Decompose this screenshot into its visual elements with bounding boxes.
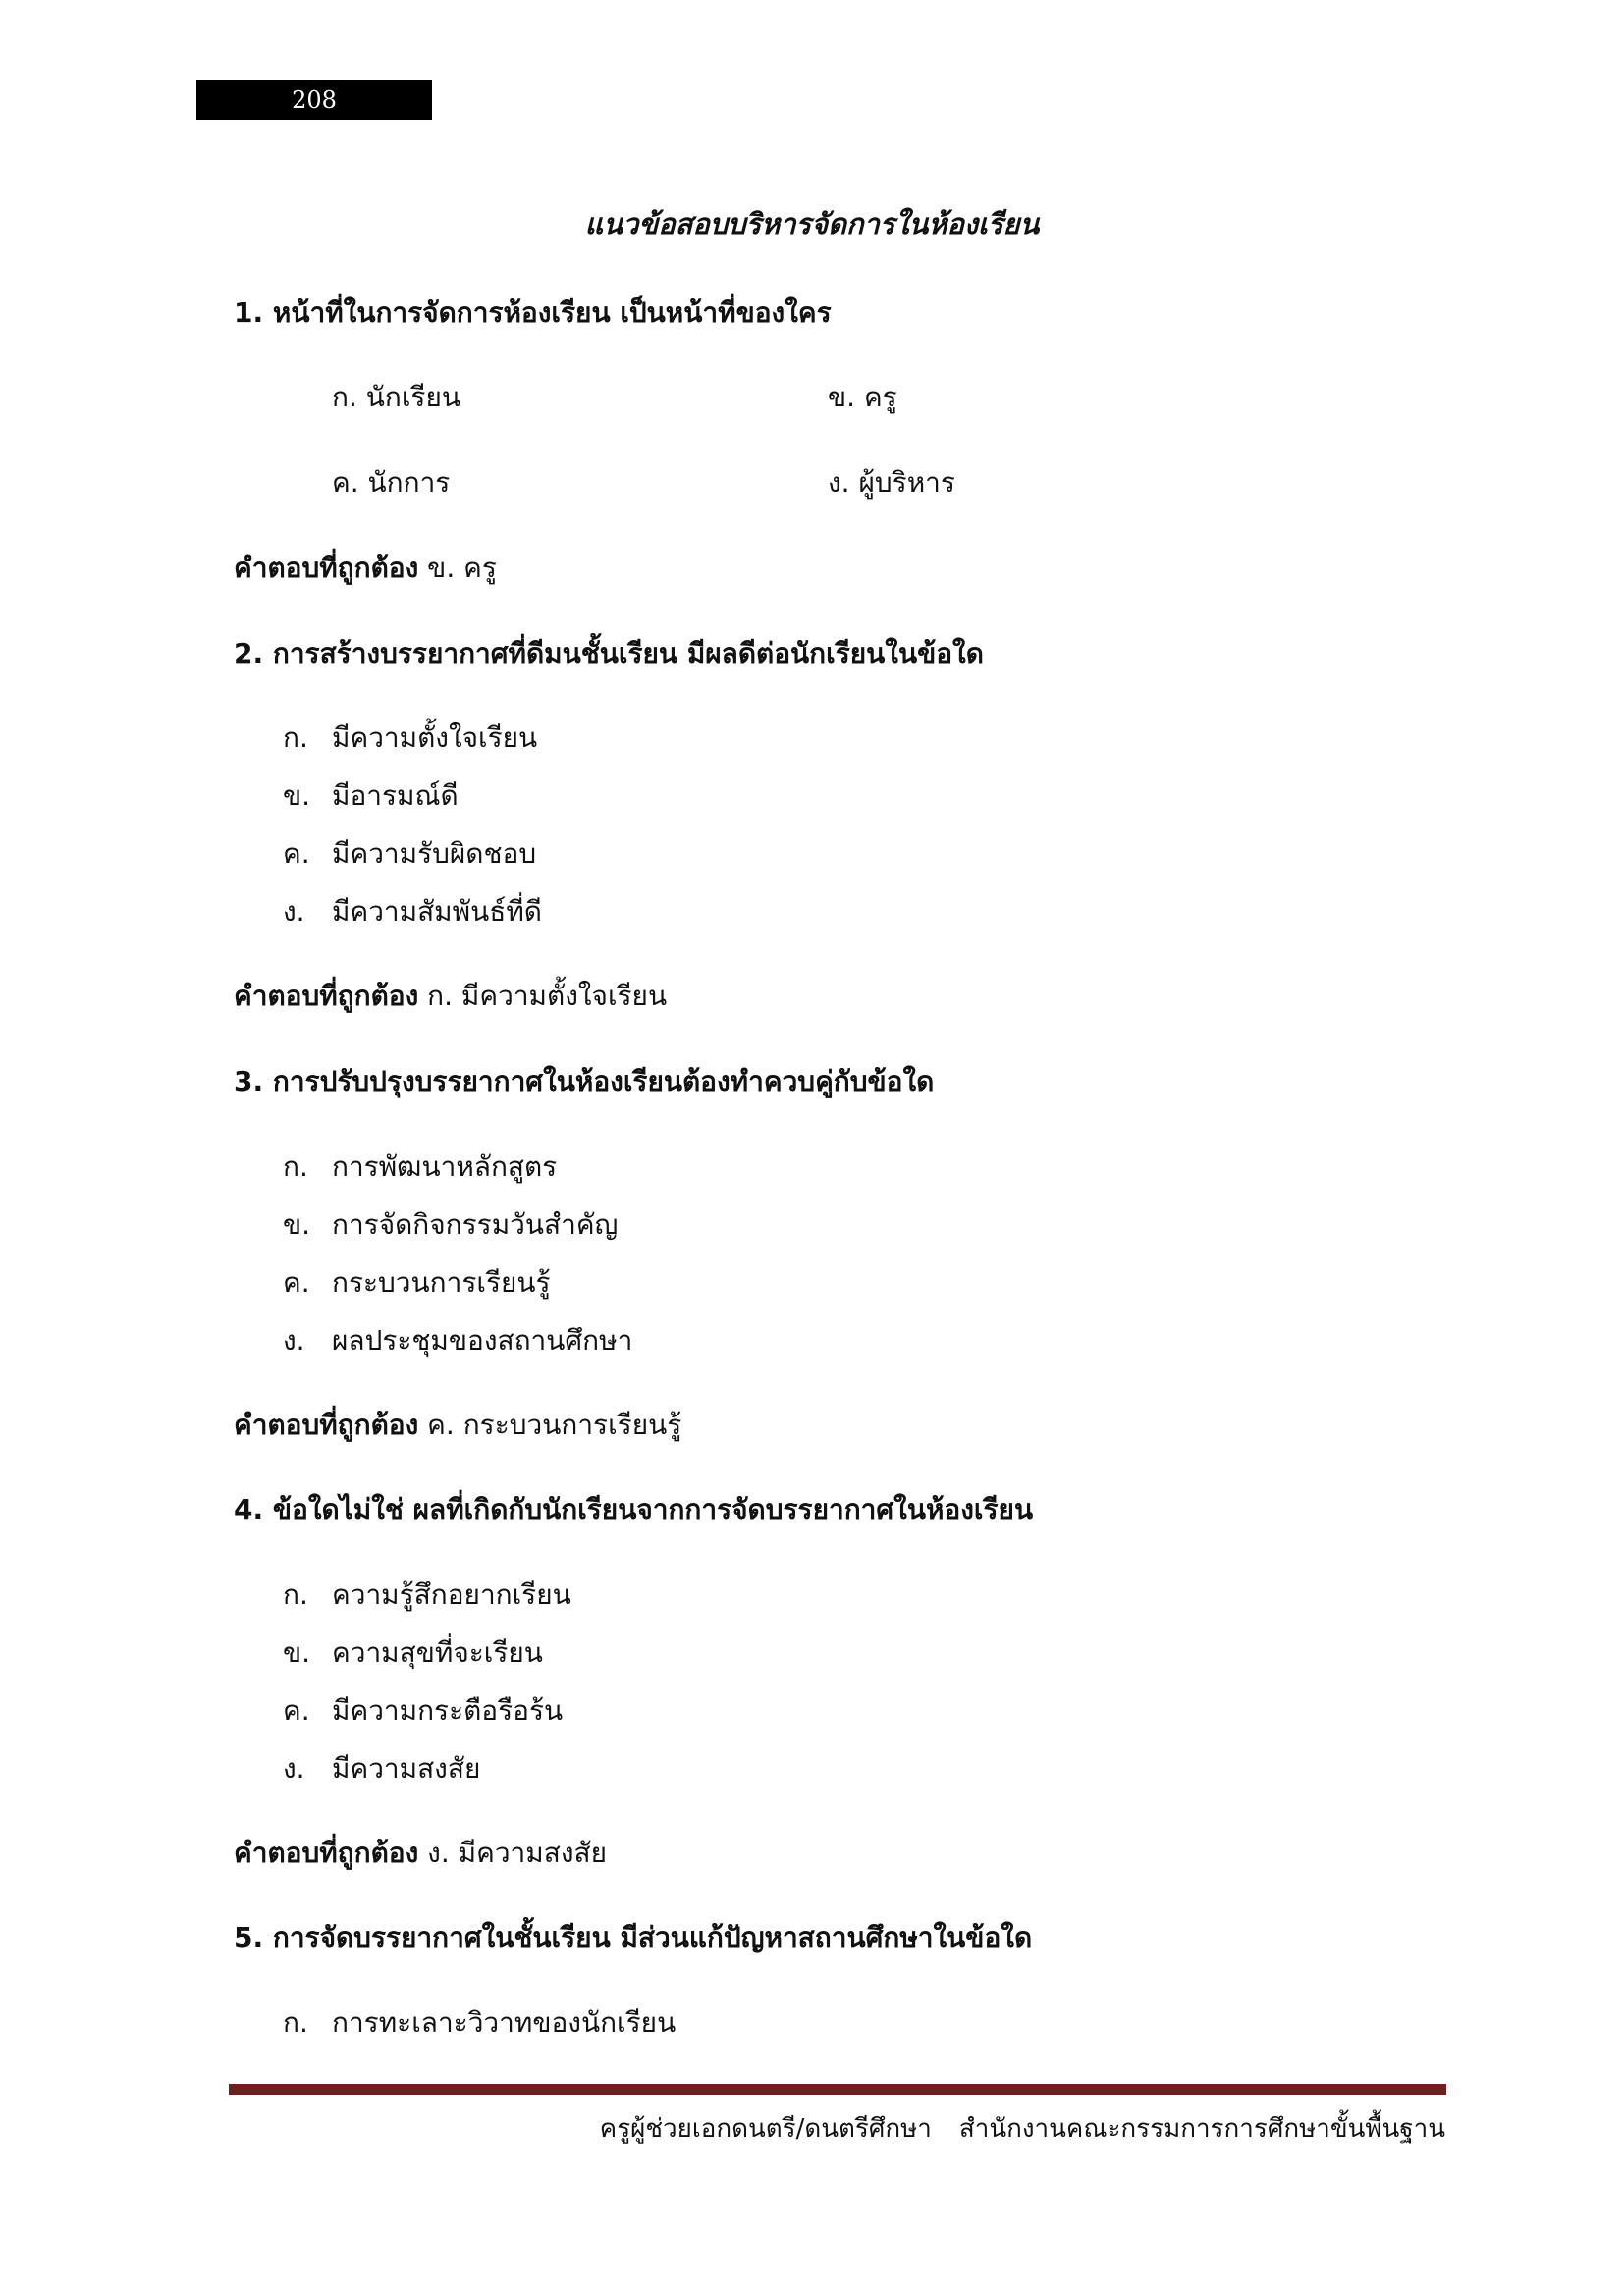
choice-text: มีความสงสัย	[332, 1752, 481, 1785]
answer-label: คำตอบที่ถูกต้อง	[234, 552, 419, 584]
choice-letter: ค.	[283, 837, 310, 870]
choice-text: การพัฒนาหลักสูตร	[332, 1150, 558, 1183]
choice-2b	[283, 774, 459, 818]
footer-left: ครูผู้ช่วยเอกดนตรี/ดนตรีศึกษา	[599, 2114, 932, 2144]
answer-value: ง. มีความสงสัย	[427, 1837, 607, 1869]
page-number: 208	[196, 80, 432, 120]
choice-letter: ง.	[283, 1752, 305, 1785]
choice-5a	[283, 2002, 676, 2045]
choice-text: มีอารมณ์ดี	[332, 779, 459, 812]
choice-3c	[283, 1261, 551, 1305]
choice-letter: ข.	[283, 1636, 311, 1669]
choice-text: มีความสัมพันธ์ที่ดี	[332, 895, 542, 928]
choice-3a	[283, 1146, 557, 1189]
answer-value: ค. กระบวนการเรียนรู้	[427, 1409, 682, 1441]
answer-label: คำตอบที่ถูกต้อง	[234, 980, 419, 1012]
choice-text: กระบวนการเรียนรู้	[332, 1266, 551, 1299]
choice-2d	[283, 890, 542, 934]
choice-letter: ข.	[283, 1208, 311, 1241]
choice-text: การทะเลาะวิวาทของนักเรียน	[332, 2006, 677, 2039]
choice-letter: ค.	[283, 1266, 310, 1299]
answer-3	[234, 1404, 681, 1447]
choice-4d	[283, 1747, 480, 1790]
answer-2	[234, 975, 667, 1018]
answer-label: คำตอบที่ถูกต้อง	[234, 1837, 419, 1869]
choice-text: ผลประชุมของสถานศึกษา	[332, 1324, 633, 1357]
choice-text: ความรู้สึกอยากเรียน	[332, 1578, 571, 1611]
choice-3d	[283, 1319, 632, 1362]
choice-letter: ก.	[283, 1150, 308, 1183]
choice-4a	[283, 1574, 571, 1617]
choice-1a: ก. นักเรียน	[332, 381, 461, 413]
choice-1b: ข. ครู	[828, 381, 897, 413]
page-title: แนวข้อสอบบริหารจัดการในห้องเรียน	[584, 207, 1040, 240]
answer-4	[234, 1832, 607, 1875]
choice-text: มีความรับผิดชอบ	[332, 837, 537, 870]
choice-3b	[283, 1203, 618, 1247]
choice-text: ความสุขที่จะเรียน	[332, 1636, 543, 1669]
choice-text: มีความตั้งใจเรียน	[332, 721, 538, 754]
question-2: 2. การสร้างบรรยากาศที่ดีมนชั้นเรียน มีผลดีต่อนักเรียนในข้อใด	[234, 637, 984, 669]
choice-letter: ง.	[283, 895, 305, 928]
choice-letter: ก.	[283, 721, 308, 754]
answer-value: ข. ครู	[427, 552, 497, 584]
question-3: 3. การปรับปรุงบรรยากาศในห้องเรียนต้องทำควบคู่กับข้อใด	[234, 1065, 935, 1097]
choice-1c: ค. นักการ	[332, 466, 451, 499]
choice-2c	[283, 832, 536, 876]
choice-2a	[283, 717, 537, 760]
question-4: 4. ข้อใดไม่ใช่ ผลที่เกิดกับนักเรียนจากการจัดบรรยากาศในห้องเรียน	[234, 1493, 1034, 1525]
answer-1	[234, 547, 497, 590]
choice-letter: ข.	[283, 779, 311, 812]
choice-text: มีความกระตือรือร้น	[332, 1694, 564, 1727]
answer-value: ก. มีความตั้งใจเรียน	[427, 980, 668, 1012]
choice-4c	[283, 1689, 563, 1733]
choice-letter: ก.	[283, 2006, 308, 2039]
footer-divider	[229, 2084, 1446, 2095]
answer-label: คำตอบที่ถูกต้อง	[234, 1409, 419, 1441]
footer-right: สำนักงานคณะกรรมการการศึกษาขั้นพื้นฐาน	[958, 2114, 1445, 2144]
choice-letter: ค.	[283, 1694, 310, 1727]
choice-4b	[283, 1631, 543, 1675]
choice-text: การจัดกิจกรรมวันสำคัญ	[332, 1208, 619, 1241]
choice-letter: ก.	[283, 1578, 308, 1611]
choice-letter: ง.	[283, 1324, 305, 1357]
footer	[600, 2109, 1445, 2149]
question-5: 5. การจัดบรรยากาศในชั้นเรียน มีส่วนแก้ปัญหาสถานศึกษาในข้อใด	[234, 1921, 1033, 1953]
question-1: 1. หน้าที่ในการจัดการห้องเรียน เป็นหน้าที่ของใคร	[234, 296, 832, 329]
choice-1d: ง. ผู้บริหาร	[828, 466, 955, 499]
